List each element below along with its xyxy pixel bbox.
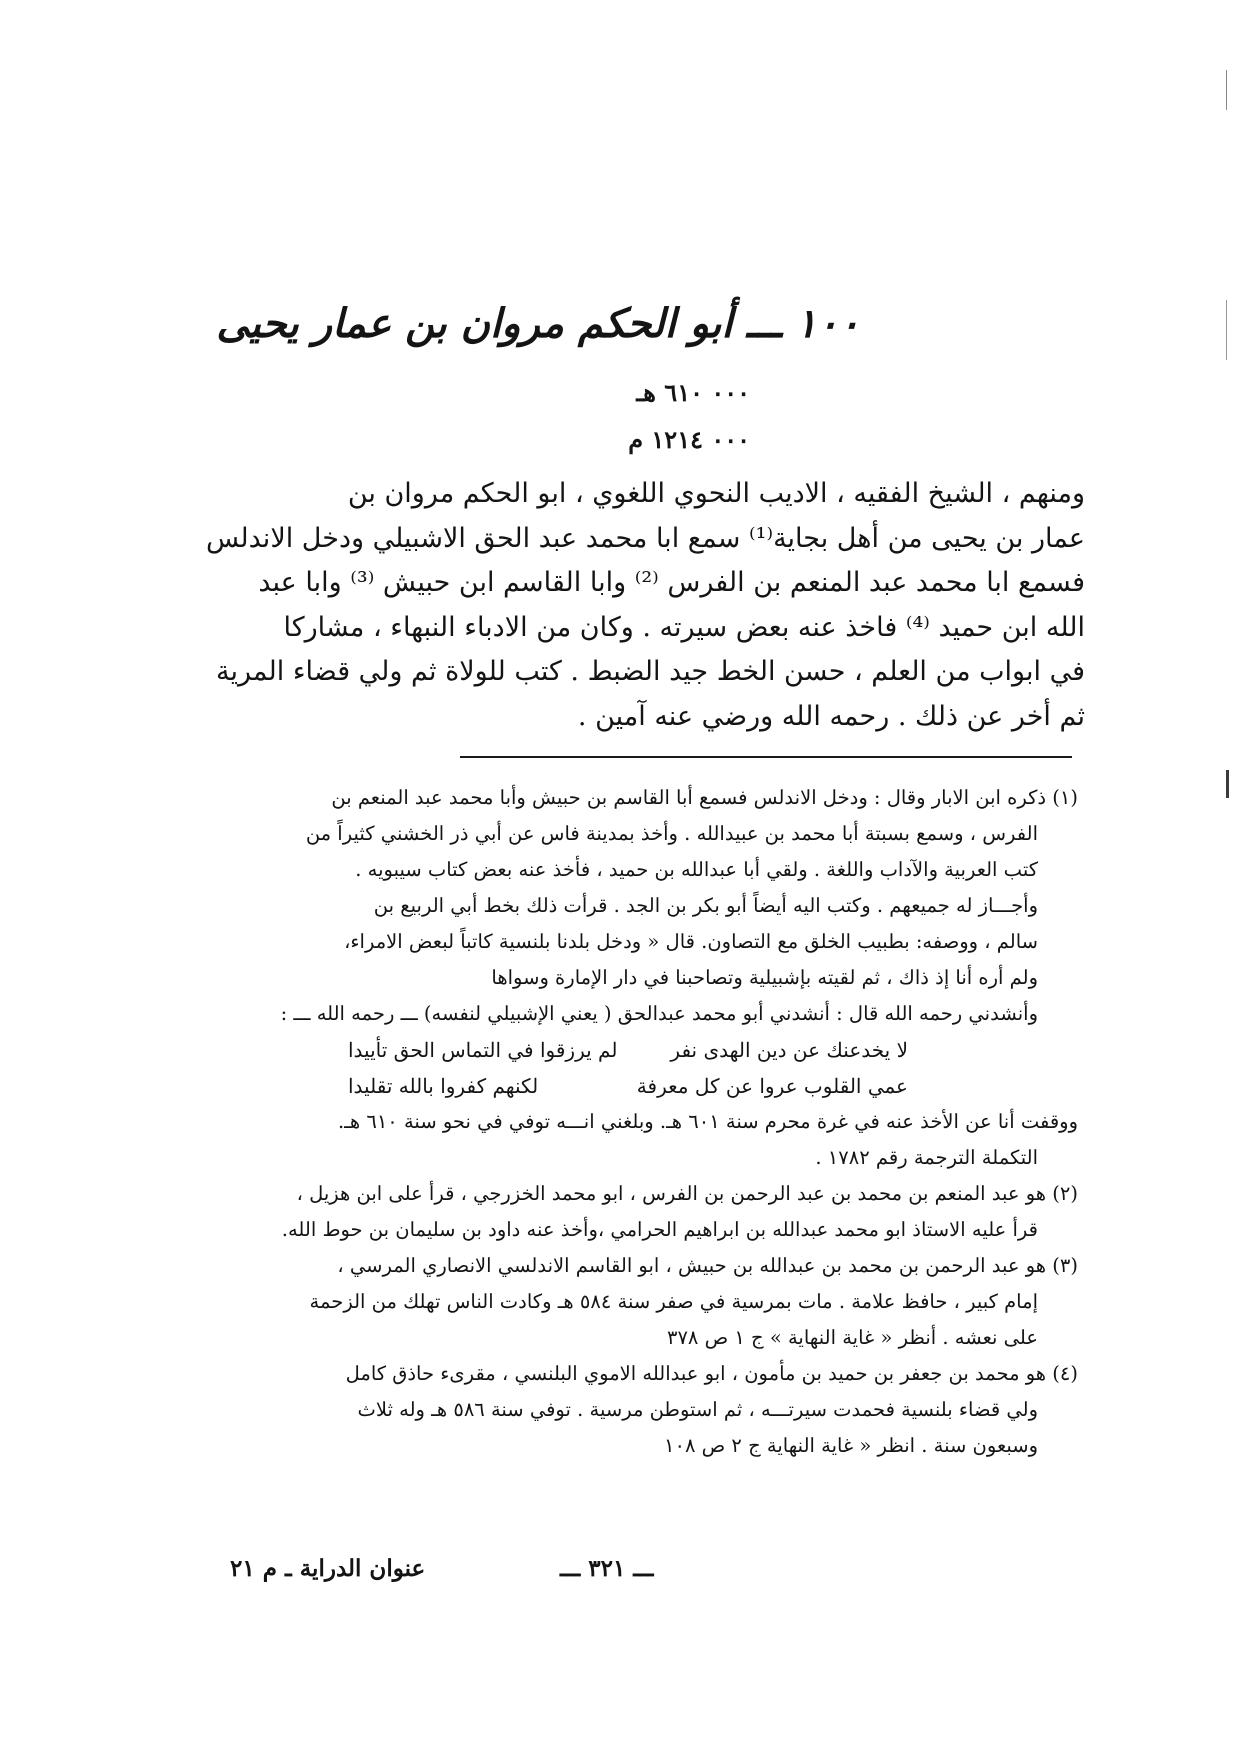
footnote-1-line: (١) ذكره ابن الابار وقال : ودخل الاندلس فسمع أبا القاسم بن حبيش وأبا محمد عبد المنعم بن — [331, 786, 1078, 809]
footnote-4-line: وسبعون سنة . انظر « غاية النهاية ج ٢ ص ١٠٨ — [664, 1434, 1038, 1457]
footnote-1-line: ولم أره أنا إذ ذاك ، ثم لقيته بإشبيلية وتصاحبنا في دار الإمارة وسواها — [491, 966, 1038, 989]
footnote-1-line: كتب العربية والآداب واللغة . ولقي أبا عبدالله بن حميد ، فأخذ عنه بعض كتاب سيبويه . — [355, 858, 1038, 881]
footnote-2-line: قرأ عليه الاستاذ ابو محمد عبدالله بن ابراهيم الحرامي ،وأخذ عنه داود بن سليمان بن حوط الله. — [281, 1218, 1038, 1241]
body-line: عمار بن يحيى من أهل بجاية⁽¹⁾ سمع ابا محمد عبد الحق الاشبيلي ودخل الاندلس — [205, 522, 1085, 554]
scan-edge-mark — [1226, 70, 1227, 110]
gregorian-date: ٠٠٠ ١٢١٤ م — [628, 425, 750, 454]
footnote-4-line: (٤) هو محمد بن جعفر بن حميد بن مأمون ، ابو عبدالله الاموي البلنسي ، مقرىء حاذق كامل — [345, 1362, 1078, 1385]
verse-first-hemistich: لا يخدعنك عن دين الهدى نفر — [670, 1038, 908, 1062]
scan-edge-mark — [1226, 300, 1227, 360]
verse-second-hemistich: لكنهم كفروا بالله تقليدا — [348, 1074, 539, 1098]
footnote-1-line: وأجـــاز له جميعهم . وكتب اليه أيضاً أبو بكر بن الجد . قرأت ذلك بخط أبي الربيع بن — [373, 894, 1038, 917]
poem-verse — [348, 1068, 908, 1104]
body-line: ومنهم ، الشيخ الفقيه ، الاديب النحوي اللغوي ، ابو الحكم مروان بن — [347, 478, 1085, 509]
footnote-1-source: التكملة الترجمة رقم ١٧٨٢ . — [815, 1146, 1038, 1169]
body-line: في ابواب من العلم ، حسن الخط جيد الضبط . كتب للولاة ثم ولي قضاء المرية — [216, 656, 1085, 687]
book-signature: عنوان الدراية ـ م ٢١ — [230, 1555, 426, 1582]
footnote-3-line: على نعشه . أنظر « غاية النهاية » ج ١ ص ٣٧٨ — [666, 1326, 1038, 1349]
footnote-1-line: وأنشدني رحمه الله قال : أنشدني أبو محمد عبدالحق ( يعني الإشبيلي لنفسه) ـــ رحمه الله ـــ : — [280, 1002, 1038, 1025]
footnote-3-line: (٣) هو عبد الرحمن بن محمد بن عبدالله بن حبيش ، ابو القاسم الاندلسي الانصاري المرسي ، — [337, 1254, 1078, 1277]
body-line: ثم أخر عن ذلك . رحمه الله ورضي عنه آمين . — [577, 700, 1085, 732]
page-number: ـــ ٣٢١ ـــ — [560, 1555, 654, 1582]
verse-second-hemistich: لم يرزقوا في التماس الحق تأييدا — [348, 1038, 618, 1062]
footnote-4-line: ولي قضاء بلنسية فحمدت سيرتـــه ، ثم استوطن مرسية . توفي سنة ٥٨٦ هـ وله ثلاث — [357, 1398, 1038, 1421]
body-line: فسمع ابا محمد عبد المنعم بن الفرس ⁽²⁾ وابا القاسم ابن حبيش ⁽³⁾ وابا عبد — [258, 567, 1085, 598]
footnotes — [188, 780, 1078, 1464]
body-line: الله ابن حميد ⁽⁴⁾ فاخذ عنه بعض سيرته . وكان من الادباء النبهاء ، مشاركا — [283, 611, 1085, 643]
hijri-date: ٠٠٠ ٦١٠ هـ — [636, 378, 750, 407]
footnote-1-line: سالم ، ووصفه: بطبيب الخلق مع التصاون. قال « ودخل بلدنا بلنسية كاتباً لبعض الامراء، — [344, 930, 1038, 953]
poem-verse — [348, 1032, 908, 1068]
footnote-separator — [460, 756, 1072, 758]
scan-edge-mark — [1226, 770, 1229, 798]
footnote-1-line: الفرس ، وسمع بسبتة أبا محمد بن عبيدالله . وأخذ بمدينة فاس عن أبي ذر الخشني كثيراً من — [305, 822, 1038, 845]
verse-first-hemistich: عمي القلوب عروا عن كل معرفة — [636, 1074, 908, 1098]
biography-text — [185, 472, 1085, 739]
footnote-2-line: (٢) هو عبد المنعم بن محمد بن عبد الرحمن بن الفرس ، ابو محمد الخزرجي ، قرأ على ابن هزيل ، — [296, 1182, 1078, 1205]
footnote-1-line: ووقفت أنا عن الأخذ عنه في غرة محرم سنة ٦٠١ هـ. وبلغني انـــه توفي في نحو سنة ٦١٠ هـ. — [337, 1110, 1078, 1133]
entry-title: ١٠٠ ـــ أبو الحكم مروان بن عمار يحيى — [216, 300, 860, 347]
footnote-3-line: إمام كبير ، حافظ علامة . مات بمرسية في صفر سنة ٥٨٤ هـ وكادت الناس تهلك من الزحمة — [309, 1290, 1038, 1313]
